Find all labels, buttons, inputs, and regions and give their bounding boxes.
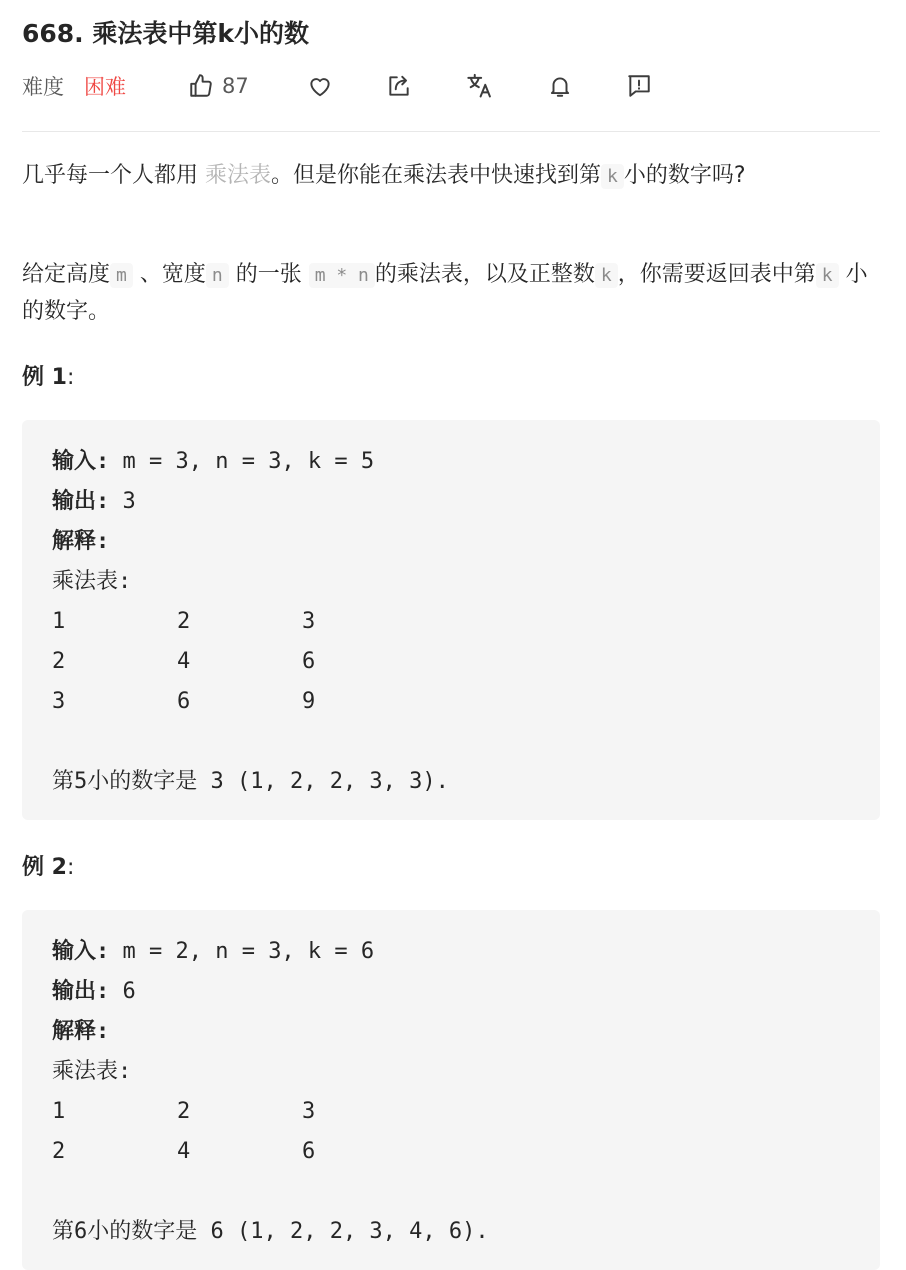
output-line bbox=[52, 482, 850, 522]
inline-code-m-times-n: m * n bbox=[309, 263, 375, 288]
description-text: 给定高度 bbox=[22, 262, 111, 287]
description-text: 小的数字。 bbox=[22, 262, 868, 324]
description-text: 几乎每一个人都用 bbox=[22, 163, 205, 188]
bell-icon bbox=[547, 73, 573, 99]
output-line bbox=[52, 972, 850, 1012]
description-text: 的乘法表，以及正整数 bbox=[374, 262, 595, 287]
table-cell: 6 bbox=[302, 1139, 316, 1164]
difficulty-badge: 困难 bbox=[84, 75, 126, 99]
input-value: m = 3, n = 3, k = 5 bbox=[109, 449, 375, 474]
favorite-button[interactable] bbox=[307, 68, 333, 104]
description-text: ，你需要返回表中第 bbox=[617, 262, 816, 287]
problem-meta-bar bbox=[22, 68, 249, 104]
blank-line bbox=[52, 1172, 850, 1212]
output-label: 输出: bbox=[52, 489, 110, 514]
table-cell: 9 bbox=[302, 689, 316, 714]
multiplication-table-link[interactable]: 乘法表 bbox=[205, 163, 272, 188]
output-label: 输出: bbox=[52, 979, 110, 1004]
table-cell: 4 bbox=[177, 649, 191, 674]
table-cell: 3 bbox=[52, 689, 66, 714]
feedback-icon bbox=[626, 73, 652, 99]
table-row bbox=[52, 1092, 850, 1132]
input-label: 输入: bbox=[52, 939, 110, 964]
header-divider bbox=[22, 131, 880, 132]
table-cell: 2 bbox=[52, 1139, 66, 1164]
like-button[interactable] bbox=[188, 68, 249, 104]
description-paragraph-1 bbox=[22, 158, 880, 195]
description-text: 小的数字吗? bbox=[623, 163, 746, 188]
input-line bbox=[52, 932, 850, 972]
difficulty-label: 难度 bbox=[22, 75, 64, 99]
heart-icon bbox=[307, 73, 333, 99]
translate-icon bbox=[466, 72, 494, 100]
table-row bbox=[52, 602, 850, 642]
example-title-colon: : bbox=[66, 855, 75, 880]
table-cell: 2 bbox=[52, 649, 66, 674]
example-1-codeblock bbox=[22, 420, 880, 820]
table-row bbox=[52, 1132, 850, 1172]
conclusion-line: 第5小的数字是 3 (1, 2, 2, 3, 3). bbox=[52, 769, 449, 794]
description-text: 的一张 bbox=[228, 262, 309, 287]
share-icon bbox=[386, 73, 412, 99]
table-cell: 4 bbox=[177, 1139, 191, 1164]
table-row bbox=[52, 682, 850, 722]
example-title-text: 例 1 bbox=[22, 365, 67, 390]
table-cell: 6 bbox=[177, 689, 191, 714]
table-cell: 3 bbox=[302, 1099, 316, 1124]
description-text: 。但是你能在乘法表中快速找到第 bbox=[271, 163, 602, 188]
input-line bbox=[52, 442, 850, 482]
output-value: 6 bbox=[109, 979, 136, 1004]
notification-button[interactable] bbox=[547, 68, 573, 104]
table-cell: 3 bbox=[302, 609, 316, 634]
description-paragraph-2 bbox=[22, 257, 880, 330]
table-label: 乘法表: bbox=[52, 569, 132, 594]
example-title-text: 例 2 bbox=[22, 855, 67, 880]
example-1-title bbox=[22, 360, 74, 391]
explain-label: 解释: bbox=[52, 529, 110, 554]
output-value: 3 bbox=[109, 489, 136, 514]
input-label: 输入: bbox=[52, 449, 110, 474]
table-row bbox=[52, 642, 850, 682]
inline-code-k: k bbox=[601, 164, 624, 189]
blank-line bbox=[52, 722, 850, 762]
table-cell: 2 bbox=[177, 1099, 191, 1124]
table-cell: 6 bbox=[302, 649, 316, 674]
inline-code-k: k bbox=[595, 263, 618, 288]
inline-code-n: n bbox=[206, 263, 229, 288]
example-2-title bbox=[22, 850, 74, 881]
input-value: m = 2, n = 3, k = 6 bbox=[109, 939, 375, 964]
description-text: 、宽度 bbox=[132, 262, 206, 287]
thumbs-up-icon bbox=[188, 73, 214, 99]
conclusion-line: 第6小的数字是 6 (1, 2, 2, 3, 4, 6). bbox=[52, 1219, 489, 1244]
table-label: 乘法表: bbox=[52, 1059, 132, 1084]
table-cell: 1 bbox=[52, 1099, 66, 1124]
inline-code-m: m bbox=[110, 263, 133, 288]
table-cell: 1 bbox=[52, 609, 66, 634]
feedback-button[interactable] bbox=[626, 68, 652, 104]
problem-title: 668. 乘法表中第k小的数 bbox=[22, 19, 310, 48]
share-button[interactable] bbox=[386, 68, 412, 104]
inline-code-k: k bbox=[816, 263, 839, 288]
translate-button[interactable] bbox=[466, 68, 494, 104]
explain-label: 解释: bbox=[52, 1019, 110, 1044]
example-2-codeblock bbox=[22, 910, 880, 1270]
example-title-colon: : bbox=[66, 365, 75, 390]
table-cell: 2 bbox=[177, 609, 191, 634]
like-count: 87 bbox=[222, 74, 249, 98]
